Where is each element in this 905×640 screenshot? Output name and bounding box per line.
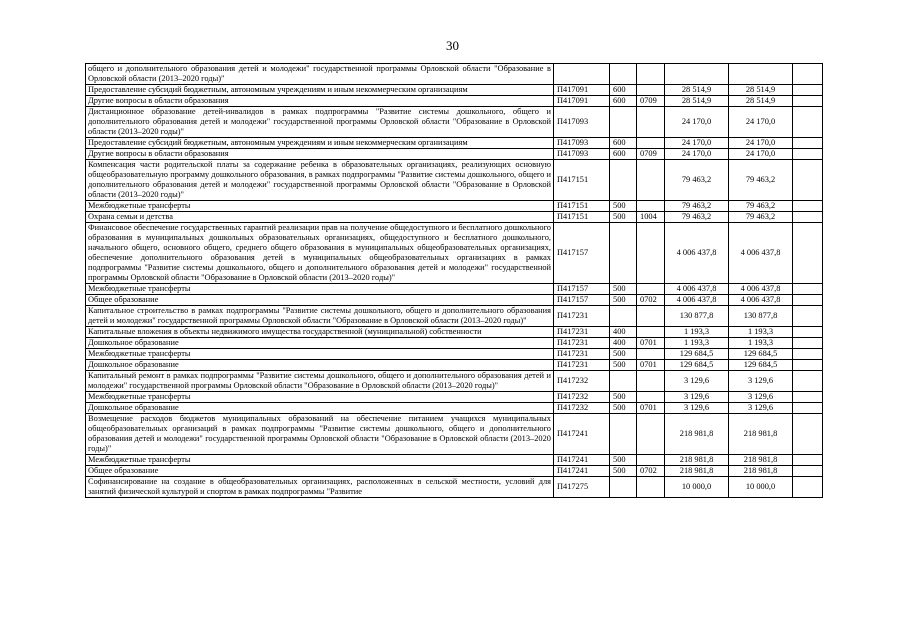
row-description: Межбюджетные трансферты <box>86 201 554 212</box>
row-description: Предоставление субсидий бюджетным, автономным учреждениям и иным некоммерческим организациям <box>86 85 554 96</box>
table-row <box>86 149 823 160</box>
row-amount-1: 28 514,9 <box>665 96 729 107</box>
row-expense-type: 500 <box>610 201 637 212</box>
table-row <box>86 138 823 149</box>
row-amount-1: 24 170,0 <box>665 138 729 149</box>
table-row <box>86 107 823 138</box>
row-target-code: П417231 <box>554 360 610 371</box>
table-row <box>86 403 823 414</box>
row-section-code <box>637 85 665 96</box>
row-description: Межбюджетные трансферты <box>86 392 554 403</box>
row-expense-type <box>610 371 637 392</box>
budget-table-body <box>86 64 823 498</box>
row-expense-type <box>610 306 637 327</box>
row-description: Капитальное строительство в рамках подпрограммы "Развитие системы дошкольного, общего и дополнительного образования детей и молодежи" государственной программы Орловской области "Образование в Орловской области (2013–2020 годы)" <box>86 306 554 327</box>
row-section-code <box>637 349 665 360</box>
row-section-code: 0701 <box>637 338 665 349</box>
row-description: Дошкольное образование <box>86 338 554 349</box>
page-number: 30 <box>446 38 459 53</box>
budget-table <box>85 63 823 498</box>
row-empty-cell <box>793 403 823 414</box>
row-target-code: П417231 <box>554 327 610 338</box>
table-row <box>86 306 823 327</box>
row-target-code: П417232 <box>554 403 610 414</box>
row-section-code: 0709 <box>637 96 665 107</box>
table-row <box>86 223 823 284</box>
row-description: Возмещение расходов бюджетов муниципальных образований на обеспечение питанием учащихся муниципальных общеобразовательных организаций в рамках подпрограммы "Развитие системы дошкольного, общего и дополнительного образования детей и молодежи" государственной программы Орловской области "Образование в Орловской области (2013–2020 годы)" <box>86 414 554 455</box>
row-section-code <box>637 371 665 392</box>
row-amount-2: 79 463,2 <box>729 212 793 223</box>
row-section-code <box>637 306 665 327</box>
row-target-code: П417231 <box>554 306 610 327</box>
row-empty-cell <box>793 349 823 360</box>
row-expense-type: 600 <box>610 85 637 96</box>
row-empty-cell <box>793 338 823 349</box>
row-section-code: 0701 <box>637 403 665 414</box>
row-section-code <box>637 64 665 85</box>
row-amount-1: 4 006 437,8 <box>665 284 729 295</box>
row-amount-1: 28 514,9 <box>665 85 729 96</box>
row-empty-cell <box>793 85 823 96</box>
row-amount-1: 130 877,8 <box>665 306 729 327</box>
row-amount-1: 79 463,2 <box>665 160 729 201</box>
row-amount-2: 10 000,0 <box>729 477 793 498</box>
row-target-code: П417231 <box>554 338 610 349</box>
row-amount-1 <box>665 64 729 85</box>
row-target-code: П417157 <box>554 223 610 284</box>
table-row <box>86 96 823 107</box>
table-row <box>86 349 823 360</box>
row-amount-2: 218 981,8 <box>729 414 793 455</box>
row-amount-1: 3 129,6 <box>665 403 729 414</box>
row-empty-cell <box>793 466 823 477</box>
row-amount-2: 218 981,8 <box>729 455 793 466</box>
row-amount-1: 3 129,6 <box>665 371 729 392</box>
table-row <box>86 212 823 223</box>
row-expense-type: 400 <box>610 338 637 349</box>
row-description: Межбюджетные трансферты <box>86 455 554 466</box>
row-target-code: П417093 <box>554 149 610 160</box>
row-empty-cell <box>793 392 823 403</box>
row-amount-2: 1 193,3 <box>729 338 793 349</box>
row-amount-1: 10 000,0 <box>665 477 729 498</box>
row-target-code: П417241 <box>554 466 610 477</box>
row-expense-type <box>610 160 637 201</box>
row-description: Дошкольное образование <box>86 360 554 371</box>
row-section-code: 0701 <box>637 360 665 371</box>
row-expense-type: 500 <box>610 295 637 306</box>
row-empty-cell <box>793 149 823 160</box>
table-row <box>86 327 823 338</box>
row-empty-cell <box>793 360 823 371</box>
row-section-code: 0702 <box>637 466 665 477</box>
table-row <box>86 85 823 96</box>
row-empty-cell <box>793 223 823 284</box>
row-amount-2: 3 129,6 <box>729 371 793 392</box>
row-amount-2: 24 170,0 <box>729 107 793 138</box>
row-target-code: П417157 <box>554 284 610 295</box>
row-empty-cell <box>793 295 823 306</box>
row-amount-2: 4 006 437,8 <box>729 284 793 295</box>
row-target-code: П417151 <box>554 201 610 212</box>
row-description: Предоставление субсидий бюджетным, автономным учреждениям и иным некоммерческим организациям <box>86 138 554 149</box>
row-target-code <box>554 64 610 85</box>
row-amount-2: 1 193,3 <box>729 327 793 338</box>
row-expense-type: 500 <box>610 212 637 223</box>
row-section-code <box>637 414 665 455</box>
row-expense-type <box>610 64 637 85</box>
row-amount-1: 4 006 437,8 <box>665 223 729 284</box>
row-expense-type: 500 <box>610 349 637 360</box>
row-expense-type: 600 <box>610 149 637 160</box>
row-target-code: П417232 <box>554 371 610 392</box>
row-section-code <box>637 392 665 403</box>
row-section-code <box>637 223 665 284</box>
row-target-code: П417093 <box>554 107 610 138</box>
row-target-code: П417275 <box>554 477 610 498</box>
row-amount-1: 129 684,5 <box>665 349 729 360</box>
row-amount-1: 1 193,3 <box>665 327 729 338</box>
row-description: Капитальный ремонт в рамках подпрограммы "Развитие системы дошкольного, общего и дополнительного образования детей и молодежи" государственной программы Орловской области "Образование в Орловской области (2013–2020 годы)" <box>86 371 554 392</box>
row-target-code: П417241 <box>554 455 610 466</box>
row-amount-1: 79 463,2 <box>665 201 729 212</box>
row-amount-2: 129 684,5 <box>729 360 793 371</box>
row-amount-2: 28 514,9 <box>729 85 793 96</box>
table-row <box>86 455 823 466</box>
row-section-code <box>637 477 665 498</box>
row-description: Софинансирование на создание в общеобразовательных организациях, расположенных в сельской местности, условий для занятий физической культурой и спортом в рамках подпрограммы "Развитие <box>86 477 554 498</box>
row-empty-cell <box>793 212 823 223</box>
row-expense-type: 400 <box>610 327 637 338</box>
row-target-code: П417231 <box>554 349 610 360</box>
row-description: Капитальные вложения в объекты недвижимого имущества государственной (муниципальной) собственности <box>86 327 554 338</box>
row-section-code: 1004 <box>637 212 665 223</box>
table-row <box>86 414 823 455</box>
row-description: Дистанционное образование детей-инвалидов в рамках подпрограммы "Развитие системы дошкольного, общего и дополнительного образования детей и молодежи" государственной программы Орловской области "Образование в Орловской области (2013–2020 годы)" <box>86 107 554 138</box>
row-description: Финансовое обеспечение государственных гарантий реализации прав на получение общедоступного и бесплатного дошкольного образования в муниципальных дошкольных образовательных организациях, общедоступного и бесплатного дошкольного, начального общего, основного общего, среднего общего образования в муниципальных общеобразовательных организациях, обеспечение дополнительного образования детей в муниципальных общеобразовательных организациях в рамках подпрограммы "Развитие системы дошкольного, общего и дополнительного образования детей и молодежи" государственной программы Орловской области "Образование в Орловской области (2013–2020 годы)" <box>86 223 554 284</box>
row-expense-type <box>610 223 637 284</box>
row-target-code: П417157 <box>554 295 610 306</box>
row-expense-type: 500 <box>610 284 637 295</box>
row-section-code <box>637 201 665 212</box>
row-expense-type <box>610 414 637 455</box>
row-description: Дошкольное образование <box>86 403 554 414</box>
row-expense-type: 500 <box>610 455 637 466</box>
table-row <box>86 295 823 306</box>
row-empty-cell <box>793 201 823 212</box>
row-target-code: П417091 <box>554 96 610 107</box>
row-amount-2: 3 129,6 <box>729 392 793 403</box>
row-expense-type <box>610 107 637 138</box>
row-amount-1: 4 006 437,8 <box>665 295 729 306</box>
row-section-code: 0709 <box>637 149 665 160</box>
row-amount-1: 129 684,5 <box>665 360 729 371</box>
row-description: Межбюджетные трансферты <box>86 349 554 360</box>
row-empty-cell <box>793 64 823 85</box>
row-empty-cell <box>793 96 823 107</box>
row-amount-2: 4 006 437,8 <box>729 223 793 284</box>
row-empty-cell <box>793 160 823 201</box>
row-section-code: 0702 <box>637 295 665 306</box>
table-row <box>86 160 823 201</box>
row-expense-type: 600 <box>610 96 637 107</box>
table-row <box>86 392 823 403</box>
row-amount-1: 218 981,8 <box>665 414 729 455</box>
row-empty-cell <box>793 371 823 392</box>
table-row <box>86 477 823 498</box>
row-amount-2: 24 170,0 <box>729 138 793 149</box>
row-expense-type: 500 <box>610 392 637 403</box>
row-section-code <box>637 107 665 138</box>
row-empty-cell <box>793 414 823 455</box>
row-expense-type <box>610 477 637 498</box>
row-amount-1: 218 981,8 <box>665 455 729 466</box>
row-amount-2: 28 514,9 <box>729 96 793 107</box>
table-row <box>86 64 823 85</box>
row-description: Общее образование <box>86 466 554 477</box>
row-expense-type: 500 <box>610 403 637 414</box>
row-empty-cell <box>793 138 823 149</box>
table-row <box>86 201 823 212</box>
row-expense-type: 600 <box>610 138 637 149</box>
row-target-code: П417241 <box>554 414 610 455</box>
row-amount-2: 79 463,2 <box>729 201 793 212</box>
row-amount-1: 1 193,3 <box>665 338 729 349</box>
row-description: Другие вопросы в области образования <box>86 149 554 160</box>
row-target-code: П417093 <box>554 138 610 149</box>
row-section-code <box>637 284 665 295</box>
row-description: Общее образование <box>86 295 554 306</box>
table-row <box>86 284 823 295</box>
row-empty-cell <box>793 327 823 338</box>
row-section-code <box>637 327 665 338</box>
row-amount-2: 3 129,6 <box>729 403 793 414</box>
row-empty-cell <box>793 284 823 295</box>
row-empty-cell <box>793 107 823 138</box>
row-expense-type: 500 <box>610 360 637 371</box>
table-row <box>86 371 823 392</box>
row-amount-1: 79 463,2 <box>665 212 729 223</box>
row-amount-1: 24 170,0 <box>665 107 729 138</box>
row-amount-2: 4 006 437,8 <box>729 295 793 306</box>
row-section-code <box>637 138 665 149</box>
row-description: Межбюджетные трансферты <box>86 284 554 295</box>
row-amount-1: 3 129,6 <box>665 392 729 403</box>
row-description: Другие вопросы в области образования <box>86 96 554 107</box>
row-amount-2 <box>729 64 793 85</box>
row-expense-type: 500 <box>610 466 637 477</box>
row-section-code <box>637 160 665 201</box>
row-empty-cell <box>793 477 823 498</box>
row-amount-2: 130 877,8 <box>729 306 793 327</box>
table-row <box>86 466 823 477</box>
row-target-code: П417151 <box>554 160 610 201</box>
row-amount-2: 129 684,5 <box>729 349 793 360</box>
row-target-code: П417151 <box>554 212 610 223</box>
row-amount-1: 218 981,8 <box>665 466 729 477</box>
row-amount-2: 218 981,8 <box>729 466 793 477</box>
row-description: Компенсация части родительской платы за содержание ребенка в образовательных организациях, реализующих основную общеобразовательную программу дошкольного образования, в рамках подпрограммы "Развитие системы дошкольного, общего и дополнительного образования детей и молодежи" государственной программы Орловской области "Образование в Орловской области (2013–2020 годы)" <box>86 160 554 201</box>
row-description: общего и дополнительного образования детей и молодежи" государственной программы Орловской области "Образование в Орловской области (2013–2020 годы)" <box>86 64 554 85</box>
row-target-code: П417091 <box>554 85 610 96</box>
row-description: Охрана семьи и детства <box>86 212 554 223</box>
table-row <box>86 338 823 349</box>
table-row <box>86 360 823 371</box>
row-amount-1: 24 170,0 <box>665 149 729 160</box>
row-target-code: П417232 <box>554 392 610 403</box>
row-section-code <box>637 455 665 466</box>
row-empty-cell <box>793 455 823 466</box>
row-amount-2: 24 170,0 <box>729 149 793 160</box>
row-amount-2: 79 463,2 <box>729 160 793 201</box>
row-empty-cell <box>793 306 823 327</box>
